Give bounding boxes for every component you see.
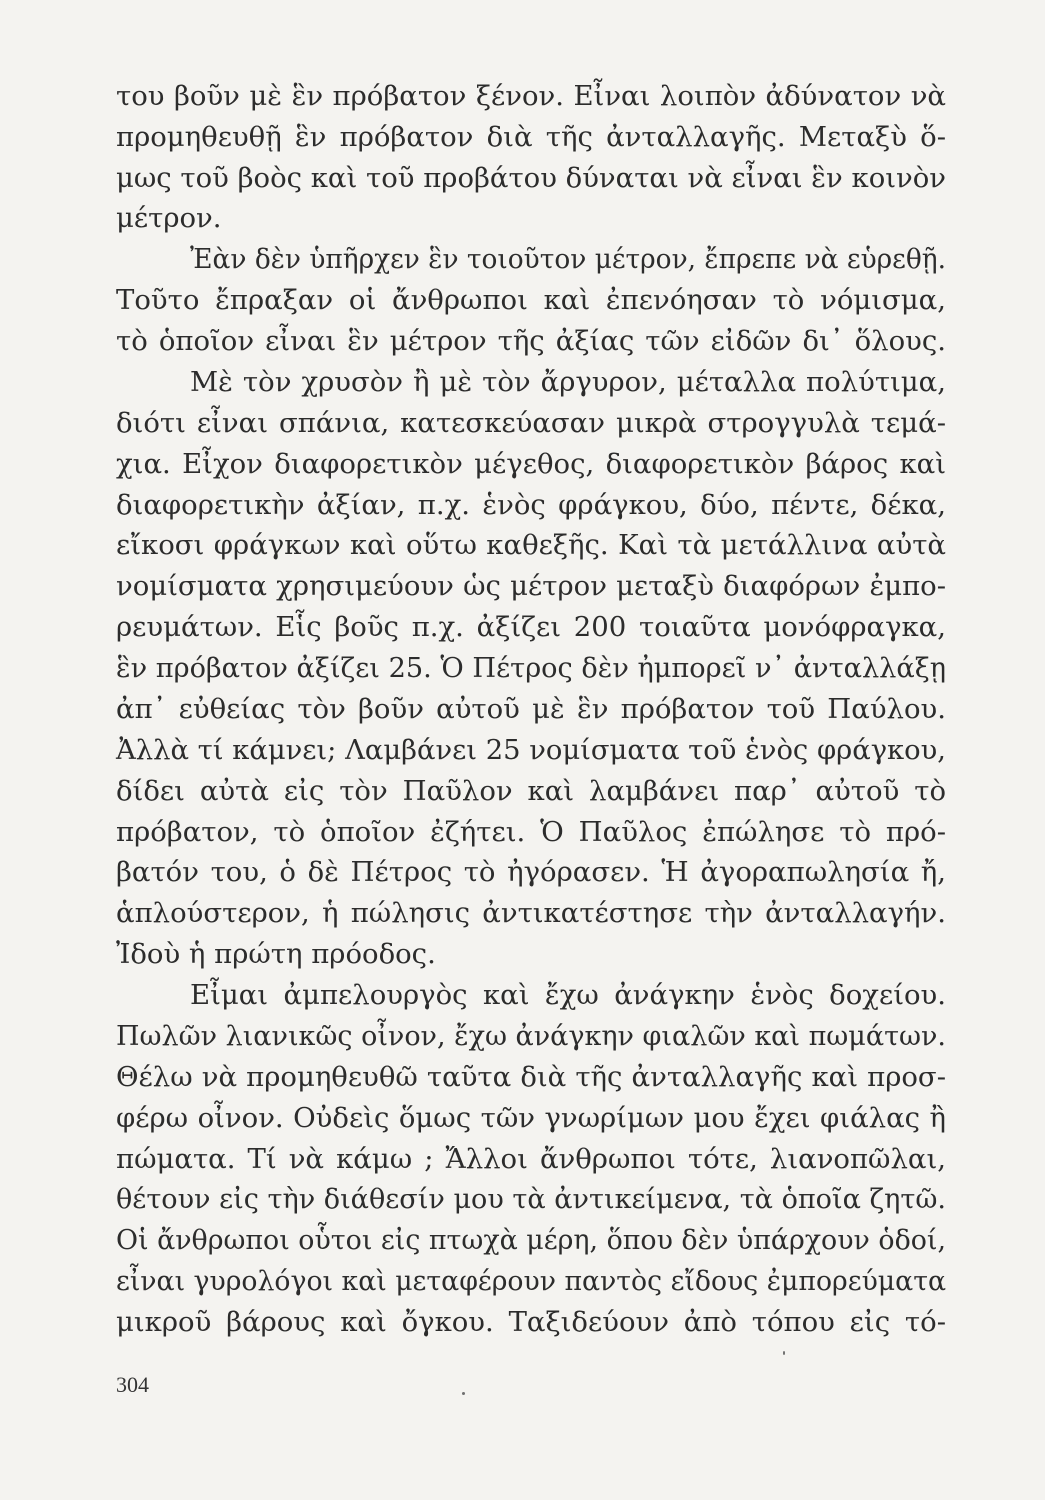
text-line: Ἐὰν δὲν ὑπῆρχεν ἓν τοιοῦτον μέτρον, ἔπρεπε νὰ εὑρεθῇ. (190, 243, 946, 275)
text-line: πρόβατον, τὸ ὁποῖον ἐζήτει. Ὁ Παῦλος ἐπώλησε τὸ πρό- (116, 816, 946, 848)
text-line: τὸ ὁποῖον εἶναι ἓν μέτρον τῆς ἀξίας τῶν εἰδῶν δι᾽ ὅλους. (116, 325, 946, 357)
text-line: εἴκοσι φράγκων καὶ οὕτω καθεξῆς. Καὶ τὰ μετάλλινα αὐτὰ (116, 529, 946, 561)
page-number: 304 (116, 1372, 149, 1397)
text-line: Ἰδοὺ ἡ πρώτη πρόοδος. (116, 938, 436, 970)
text-line: μικροῦ βάρους καὶ ὄγκου. Ταξιδεύουν ἀπὸ τόπου εἰς τό- (116, 1306, 946, 1338)
text-line: ἁπλούστερον, ἡ πώλησις ἀντικατέστησε τὴν ἀνταλλαγήν. (116, 897, 946, 929)
text-line: χια. Εἶχον διαφορετικὸν μέγεθος, διαφορετικὸν βάρος καὶ (116, 448, 946, 480)
text-line: διότι εἶναι σπάνια, κατεσκεύασαν μικρὰ στρογγυλὰ τεμά- (116, 407, 946, 439)
text-line: Τοῦτο ἔπραξαν οἱ ἄνθρωποι καὶ ἐπενόησαν τὸ νόμισμα, (116, 284, 946, 316)
text-line: βατόν του, ὁ δὲ Πέτρος τὸ ἠγόρασεν. Ἡ ἀγοραπωλησία ἤ, (116, 856, 946, 888)
text-line: νομίσματα χρησιμεύουν ὡς μέτρον μεταξὺ διαφόρων ἐμπο- (116, 570, 946, 602)
text-line: Μὲ τὸν χρυσὸν ἢ μὲ τὸν ἄργυρον, μέταλλα πολύτιμα, (190, 366, 946, 398)
text-line: μως τοῦ βοὸς καὶ τοῦ προβάτου δύναται νὰ εἶναι ἓν κοινὸν (116, 162, 946, 194)
paper-speck (783, 1351, 785, 1355)
text-line: Εἶμαι ἀμπελουργὸς καὶ ἔχω ἀνάγκην ἑνὸς δοχείου. (190, 979, 946, 1011)
text-line: Θέλω νὰ προμηθευθῶ ταῦτα διὰ τῆς ἀνταλλαγῆς καὶ προσ- (116, 1061, 946, 1093)
text-line: του βοῦν μὲ ἓν πρόβατον ξένον. Εἶναι λοιπὸν ἀδύνατον νὰ (116, 80, 946, 112)
text-line: πώματα. Τί νὰ κάμω ; Ἄλλοι ἄνθρωποι τότε, λιανοπῶλαι, (116, 1143, 946, 1175)
paper-speck (462, 1392, 465, 1395)
text-line: φέρω οἶνον. Οὐδεὶς ὅμως τῶν γνωρίμων μου ἔχει φιάλας ἢ (116, 1102, 946, 1134)
text-line: μέτρον. (116, 202, 222, 234)
text-line: Ἀλλὰ τί κάμνει; Λαμβάνει 25 νομίσματα τοῦ ἑνὸς φράγκου, (116, 734, 946, 766)
text-line: ἀπ᾽ εὐθείας τὸν βοῦν αὐτοῦ μὲ ἓν πρόβατον τοῦ Παύλου. (116, 693, 946, 725)
text-line: προμηθευθῇ ἓν πρόβατον διὰ τῆς ἀνταλλαγῆς. Μεταξὺ ὅ- (116, 121, 946, 153)
text-line: Οἱ ἄνθρωποι οὗτοι εἰς πτωχὰ μέρη, ὅπου δὲν ὑπάρχουν ὁδοί, (116, 1224, 946, 1256)
text-line: θέτουν εἰς τὴν διάθεσίν μου τὰ ἀντικείμενα, τὰ ὁποῖα ζητῶ. (116, 1183, 946, 1215)
text-line: δίδει αὐτὰ εἰς τὸν Παῦλον καὶ λαμβάνει παρ᾽ αὐτοῦ τὸ (116, 775, 946, 807)
text-line: εἶναι γυρολόγοι καὶ μεταφέρουν παντὸς εἴδους ἐμπορεύματα (116, 1265, 946, 1297)
text-line: ἓν πρόβατον ἀξίζει 25. Ὁ Πέτρος δὲν ἠμπορεῖ ν᾽ ἀνταλλάξῃ (116, 652, 946, 684)
text-line: ρευμάτων. Εἷς βοῦς π.χ. ἀξίζει 200 τοιαῦτα μονόφραγκα, (116, 611, 946, 643)
text-line: Πωλῶν λιανικῶς οἶνον, ἔχω ἀνάγκην φιαλῶν καὶ πωμάτων. (116, 1020, 946, 1052)
text-line: διαφορετικὴν ἀξίαν, π.χ. ἑνὸς φράγκου, δύο, πέντε, δέκα, (116, 489, 946, 521)
